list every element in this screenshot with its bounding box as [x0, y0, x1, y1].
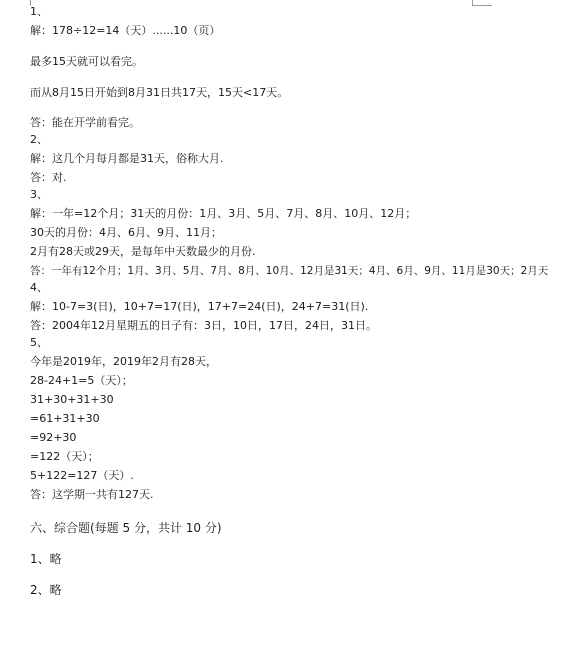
q1-line-2: 最多15天就可以看完。	[30, 55, 143, 68]
q5-line-1: 今年是2019年，2019年2月有28天，	[30, 355, 217, 368]
q4-answer: 答：2004年12月星期五的日子有：3日，10日，17日，24日，31日。	[30, 319, 377, 332]
q2-solution: 解：这几个月每月都是31天，俗称大月.	[30, 152, 224, 165]
q3-number: 3、	[30, 188, 48, 201]
q2-answer: 答：对.	[30, 171, 67, 184]
comprehensive-q1: 1、略	[30, 552, 62, 566]
q3-line-2: 30天的月份：4月、6月、9月、11月；	[30, 226, 222, 239]
q3-line-3: 2月有28天或29天，是每年中天数最少的月份.	[30, 245, 256, 258]
q5-line-3: 31+30+31+30	[30, 393, 114, 406]
comprehensive-q2: 2、略	[30, 583, 62, 597]
q3-solution: 解：一年=12个月；31天的月份：1月、3月、5月、7月、8月、10月、12月；	[30, 207, 417, 220]
q2-number: 2、	[30, 133, 48, 146]
q4-number: 4、	[30, 281, 48, 294]
q1-solution: 解：178÷12=14（天）......10（页）	[30, 24, 221, 37]
q5-line-7: 5+122=127（天）.	[30, 469, 134, 482]
q5-answer: 答：这学期一共有127天.	[30, 488, 154, 501]
section-heading: 六、综合题(每题 5 分，共计 10 分)	[30, 521, 222, 535]
q1-line-3: 而从8月15日开始到8月31日共17天，15天<17天。	[30, 86, 289, 99]
q5-number: 5、	[30, 336, 48, 349]
q5-line-5: =92+30	[30, 431, 77, 444]
q4-solution: 解：10-7=3(日)，10+7=17(日)，17+7=24(日)，24+7=31(日).	[30, 300, 369, 313]
q5-line-6: =122（天）；	[30, 450, 99, 463]
q1-answer: 答：能在开学前看完。	[30, 116, 140, 129]
crop-mark-right-h	[472, 5, 492, 6]
q3-answer: 答：一年有12个月；1月、3月、5月、7月、8月、10月、12月是31天；4月、6月、9月、11月是30天；2月天	[30, 265, 549, 277]
q5-line-2: 28-24+1=5（天）；	[30, 374, 133, 387]
q5-line-4: =61+31+30	[30, 412, 100, 425]
q1-number: 1、	[30, 5, 48, 18]
